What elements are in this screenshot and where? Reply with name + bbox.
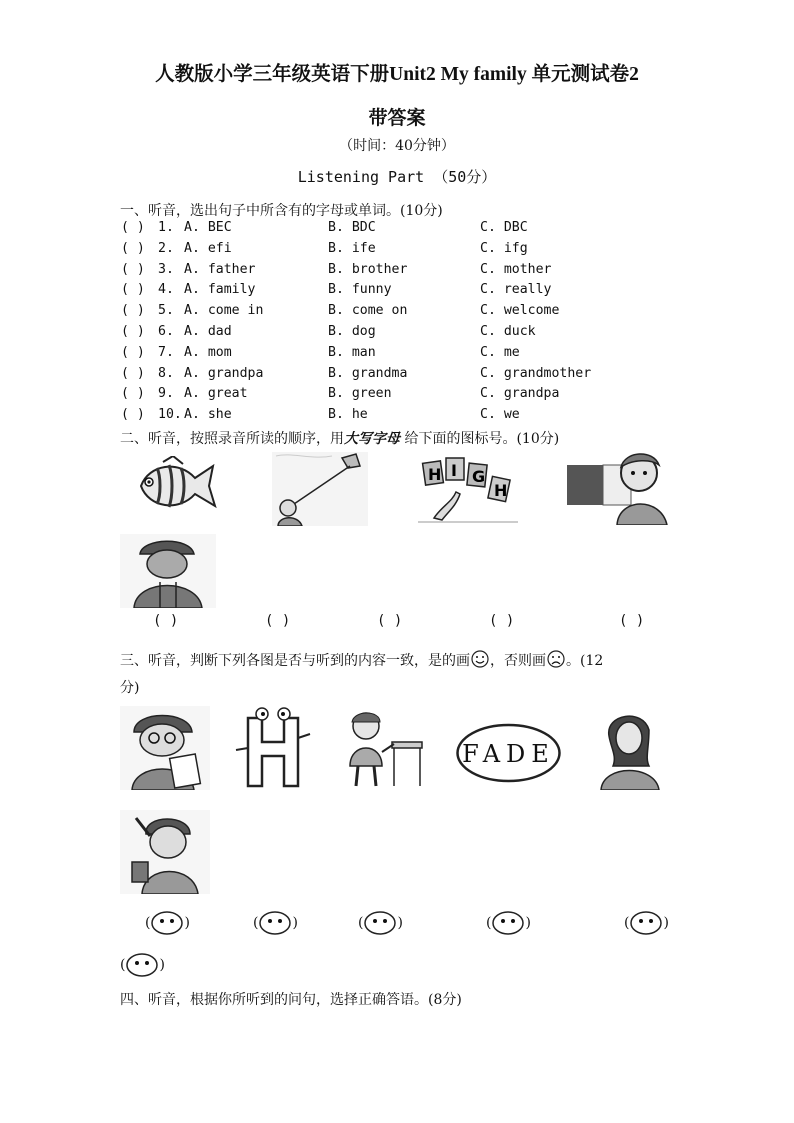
document-title: 人教版小学三年级英语下册Unit2 My family 单元测试卷2 [155, 64, 639, 85]
answer-paren[interactable]: ( ) [121, 303, 145, 319]
answer-paren[interactable]: ( ) [121, 282, 145, 298]
answer-paren[interactable]: ( ) [121, 261, 145, 277]
sign-letter-3: G [472, 467, 486, 486]
part-heading: Listening Part （50分） [297, 168, 497, 186]
question-row [121, 407, 721, 428]
sad-face-icon [546, 650, 566, 668]
answer-blank-5[interactable]: ( ) [619, 613, 645, 629]
document-subtitle: 带答案 [368, 107, 426, 129]
woman-picture [589, 708, 671, 790]
option-a: A. great [184, 386, 248, 402]
blank-face-icon [258, 910, 292, 936]
section2-heading-pre: 二、听音，按照录音所读的顺序，用 [120, 431, 344, 447]
section3-heading [120, 650, 603, 670]
question-row [121, 282, 721, 303]
girl-with-kite-picture [272, 452, 368, 526]
question-row [121, 220, 721, 241]
question-number: 3. [158, 261, 174, 277]
sign-letter-2: I [451, 461, 457, 480]
option-b: B. BDC [328, 220, 376, 235]
answer-blank-3[interactable]: ( ) [377, 613, 403, 629]
option-c: C. welcome [480, 303, 560, 319]
answer-paren[interactable]: ( ) [121, 220, 145, 235]
option-a: A. grandpa [184, 365, 264, 381]
paren-open: ( [358, 915, 364, 931]
question-row [121, 241, 721, 262]
question-number: 7. [158, 344, 174, 360]
judgement-blank-6[interactable] [120, 952, 165, 982]
option-b: B. brother [328, 261, 408, 277]
option-a: A. father [184, 261, 256, 277]
boy-with-flag-picture [567, 447, 673, 525]
option-b: B. he [328, 407, 368, 423]
option-c: C. grandmother [480, 365, 592, 381]
section3-heading-pre: 三、听音，判断下列各图是否与听到的内容一致，是的画 [120, 653, 470, 669]
option-a: A. come in [184, 303, 264, 319]
answer-paren[interactable]: ( ) [121, 324, 145, 339]
fade-word-oval-picture [455, 722, 562, 784]
option-c: C. mother [480, 261, 552, 277]
paren-open: ( [120, 957, 126, 973]
question-number: 6. [158, 324, 174, 339]
paren-close: ) [525, 915, 531, 931]
paren-close: ) [663, 915, 669, 931]
judgement-blank-2[interactable] [253, 910, 298, 940]
paren-open: ( [486, 915, 492, 931]
option-a: A. dad [184, 324, 232, 339]
fish-picture [133, 456, 219, 516]
boy-at-desk-picture [336, 708, 428, 790]
option-a: A. efi [184, 240, 232, 256]
paren-close: ) [184, 915, 190, 931]
answer-paren[interactable]: ( ) [121, 407, 145, 423]
answer-blank-2[interactable]: ( ) [265, 613, 291, 629]
answer-paren[interactable]: ( ) [121, 365, 145, 381]
judgement-blank-3[interactable] [358, 910, 403, 940]
section3-heading-mid: ，否则画 [490, 653, 546, 669]
section3-heading-post: 。(12 [566, 653, 604, 669]
high-letters-sign-picture [418, 452, 518, 524]
answer-blank-4[interactable]: ( ) [489, 613, 515, 629]
option-b: B. man [328, 344, 376, 360]
section3-heading-continued: 分) [120, 680, 140, 696]
question-number: 2. [158, 240, 174, 256]
option-b: B. funny [328, 282, 392, 298]
girl-with-paper-picture [120, 706, 210, 790]
question-row [121, 303, 721, 324]
judgement-blank-1[interactable] [145, 910, 190, 940]
answer-paren[interactable]: ( ) [121, 386, 145, 402]
question-number: 5. [158, 303, 174, 319]
time-limit: （时间：40分钟） [339, 138, 455, 154]
option-b: B. grandma [328, 365, 408, 381]
blank-face-icon [150, 910, 184, 936]
paren-close: ) [397, 915, 403, 931]
option-b: B. ife [328, 240, 376, 256]
option-a: A. family [184, 282, 256, 298]
section4-heading: 四、听音，根据你所听到的问句，选择正确答语。(8分) [120, 992, 462, 1008]
paren-open: ( [253, 915, 259, 931]
option-c: C. grandpa [480, 386, 560, 402]
option-b: B. come on [328, 303, 408, 319]
option-c: C. duck [480, 324, 536, 339]
section1-heading: 一、听音，选出句子中所含有的字母或单词。(10分) [120, 203, 443, 219]
option-a: A. mom [184, 344, 232, 360]
option-b: B. dog [328, 324, 376, 339]
option-b: B. green [328, 386, 392, 402]
blank-face-icon [363, 910, 397, 936]
section2-heading [120, 428, 559, 448]
question-row [121, 345, 721, 366]
option-a: A. BEC [184, 220, 232, 235]
question-number: 8. [158, 365, 174, 381]
sign-letter-1: H [428, 465, 442, 484]
option-c: C. really [480, 282, 552, 298]
question-row [121, 386, 721, 407]
boy-with-hat-picture [120, 534, 216, 608]
answer-paren[interactable]: ( ) [121, 240, 145, 256]
girl-waving-picture [120, 810, 210, 894]
paren-close: ) [292, 915, 298, 931]
question-row [121, 262, 721, 283]
smiley-face-icon [470, 650, 490, 668]
paren-close: ) [159, 957, 165, 973]
answer-paren[interactable]: ( ) [121, 344, 145, 360]
section2-heading-emphasis: 大写字母 [344, 431, 400, 447]
question-number: 10. [158, 407, 182, 423]
question-number: 4. [158, 282, 174, 298]
judgement-blank-5[interactable] [624, 910, 669, 940]
judgement-blank-4[interactable] [486, 910, 531, 940]
fade-word: FADE [462, 740, 555, 768]
question-number: 9. [158, 386, 174, 402]
letter-h-character-picture [232, 704, 314, 792]
option-c: C. ifg [480, 240, 528, 256]
blank-face-icon [125, 952, 159, 978]
sign-letter-4: H [494, 481, 508, 500]
option-a: A. she [184, 407, 232, 423]
answer-blank-1[interactable]: ( ) [153, 613, 179, 629]
question-number: 1. [158, 220, 174, 235]
paren-open: ( [145, 915, 151, 931]
option-c: C. DBC [480, 220, 528, 235]
question-row [121, 366, 721, 387]
question-row [121, 324, 721, 345]
option-c: C. me [480, 344, 520, 360]
option-c: C. we [480, 407, 520, 423]
blank-face-icon [629, 910, 663, 936]
section2-heading-post: 给下面的图标号。(10分) [400, 431, 560, 447]
blank-face-icon [491, 910, 525, 936]
paren-open: ( [624, 915, 630, 931]
